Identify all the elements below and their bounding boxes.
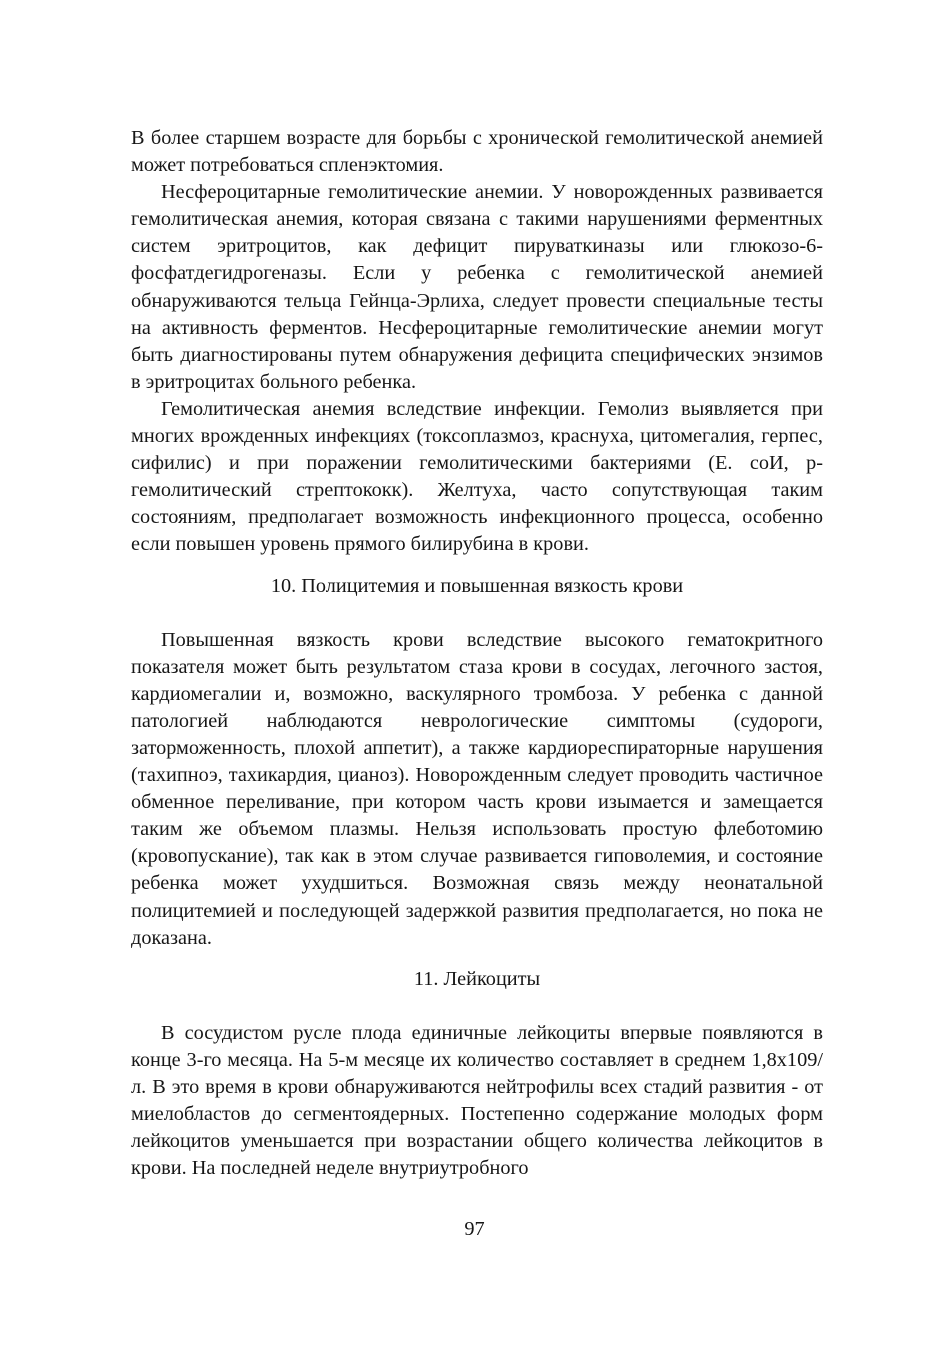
page-body <box>131 125 823 1182</box>
page-number: 97 <box>464 1218 485 1240</box>
paragraph-blood-viscosity: Повышенная вязкость крови вследствие высокого гематокритного показателя может быть результатом стаза крови в сосудах, легочного застоя, кардиомегалии и, возможно, васкулярного тромбоза. У ребенка с данной патологией наблюдаются неврологические симптомы (судороги, заторможенность, плохой аппетит), а также кардиореспираторные нарушения (тахипноэ, тахикардия, цианоз). Новорожденным следует проводить частичное обменное переливание, при котором часть крови изымается и замещается таким же объемом плазмы. Нельзя использовать простую флеботомию (кровопускание), так как в этом случае развивается гиповолемия, и состояние ребенка может ухудшиться. Возможная связь между неонатальной полицитемией и последующей задержкой развития предполагается, но пока не доказана. <box>131 628 823 949</box>
section-heading-leukocytes: 11. Лейкоциты <box>413 967 541 990</box>
paragraph-splenectomy: В более старшем возрасте для борьбы с хронической гемолитической анемией может потребоваться спленэктомия. <box>131 127 823 177</box>
paragraph-nonspherocytic-anemia: Несфероцитарные гемолитические анемии. У новорожденных развивается гемолитическая анемия, которая связана с такими нарушениями ферментных систем эритроцитов, как дефицит пируваткиназы или глюкозо-6-фосфатдегидрогеназы. Если у ребенка с гемолитической анемией обнаруживаются тельца Гейнца-Эрлиха, следует провести специальные тесты на активность ферментов. Несфероцитарные гемолитические анемии могут быть диагностированы путем обнаружения дефицита специфических энзимов в эритроцитах больного ребенка. <box>131 181 823 393</box>
section-heading-polycythemia: 10. Полицитемия и повышенная вязкость крови <box>270 574 684 597</box>
paragraph-fetal-leukocytes: В сосудистом русле плода единичные лейкоциты впервые появляются в конце 3-го месяца. На 5-м месяце их количество составляет в среднем 1,8x109/л. В это время в крови обнаруживаются нейтрофилы всех стадий развития - от миелобластов до сегментоядерных. Постепенно содержание молодых форм лейкоцитов уменьшается при возрастании общего количества лейкоцитов в крови. На последней неделе внутриутробного <box>131 1021 823 1180</box>
paragraph-infection-anemia: Гемолитическая анемия вследствие инфекции. Гемолиз выявляется при многих врожденных инфекциях (токсоплазмоз, краснуха, цитомегалия, герпес, сифилис) и при поражении гемолитическими бактериями (E. coИ, p-гемолитический стрептококк). Желтуха, часто сопутствующая таким состояниям, предполагает возможность инфекционного процесса, особенно если повышен уровень прямого билирубина в крови. <box>131 397 823 556</box>
